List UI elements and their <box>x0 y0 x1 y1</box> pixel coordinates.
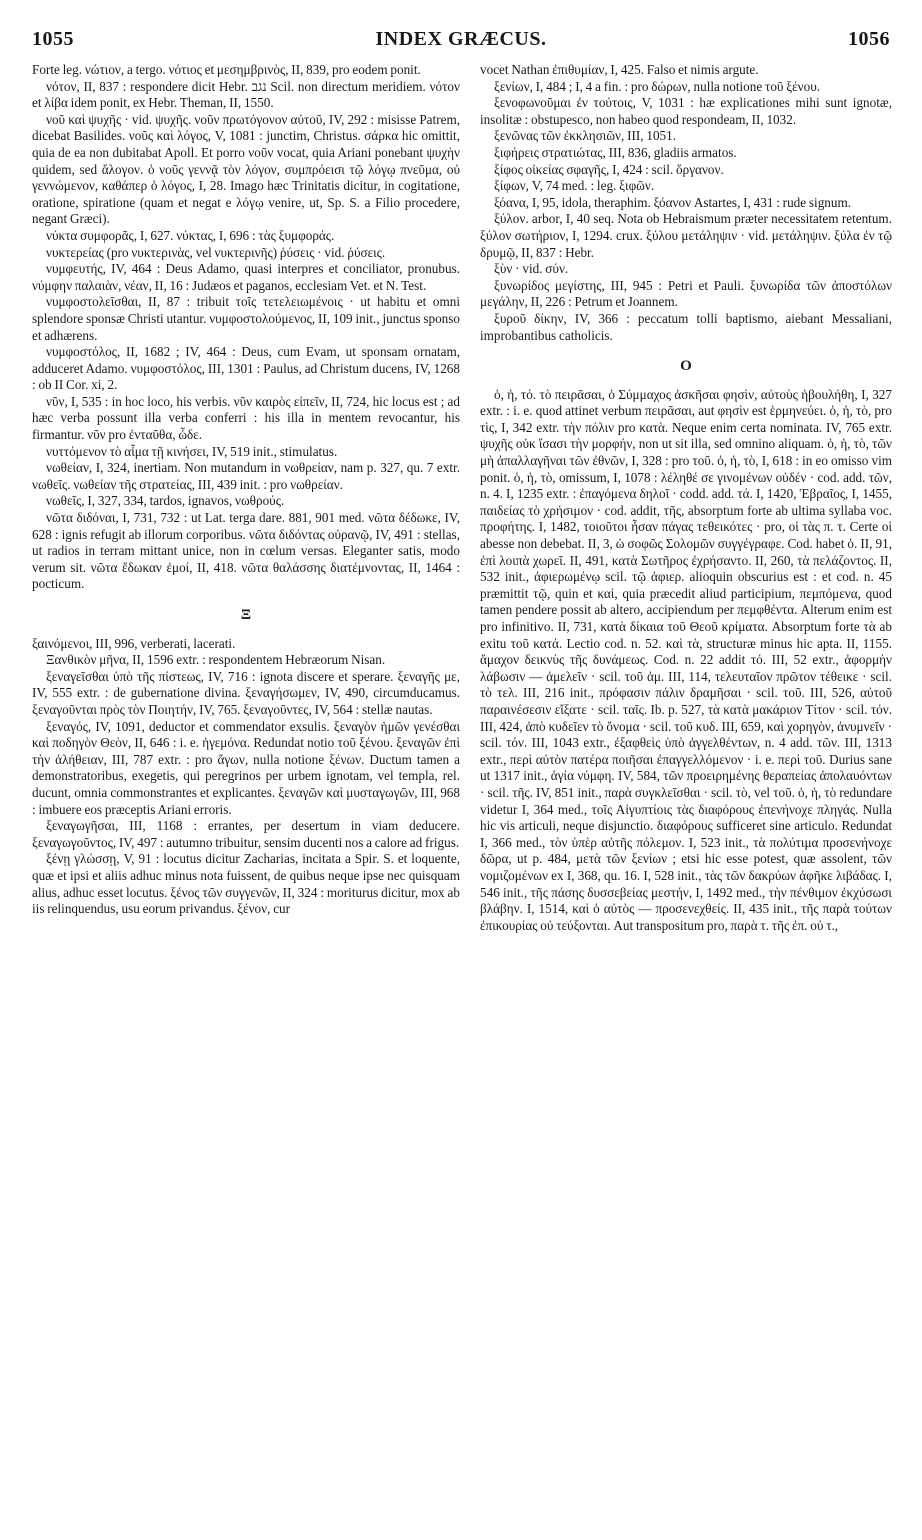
left-column <box>32 62 460 918</box>
index-entry: νῦν, I, 535 : in hoc loco, his verbis. νῦν καιρὸς εἰπεῖν, II, 724, hic locus est ; ad hæc verba possunt illa verba conferri : his illa in mentem revocantur, his firmantur. νῦν pro ἐνταῦθα, ὧδε. <box>32 393 460 443</box>
index-entry: ξενοφωνοῦμαι ἐν τούτοις, V, 1031 : hæ explicationes mihi sunt ignotæ, insolitæ : obstupesco, non habeo quod respondeam, II, 1032. <box>480 95 892 127</box>
index-entry: νῶτα διδόναι, I, 731, 732 : ut Lat. terga dare. 881, 901 med. νῶτα δέδωκε, IV, 628 : ignis refugit ab illorum corporibus. νῶτα διδόντας οὐρανῷ, IV, 491 : stellas, ut radios in terram mittant unice, non in cœlum versas. Eleganter satis, modo verum sit. νῶτα ἔδωκαν ἐμοί, II, 418. νῶτα θαλάσσης διατέμνοντας, II, 1464 : pocticum. <box>32 510 460 592</box>
index-entry: ξὺν · vid. σύν. <box>494 261 569 277</box>
index-entry: νυμφοστολεῖσθαι, II, 87 : tribuit τοῖς τετελειωμένοις · ut habitu et omni splendore sponsæ Christi utantur. νυμφοστολούμενος, II, 109 init., junctus sponso et adhærens. <box>32 294 460 343</box>
index-entry: ξυνωρίδος μεγίστης, III, 945 : Petri et Pauli. ξυνωρίδα τῶν ἀποστόλων μεγάλην, II, 226 : Petrum et Joannem. <box>480 277 892 310</box>
index-entry: ξεναγωγῆσαι, III, 1168 : errantes, per desertum in viam deducere. ξεναγωγοῦντος, IV, 497 : autumno tribuitur, sensim ducenti nos a calore ad frigus. <box>32 818 460 850</box>
index-entry: νότον, II, 837 : respondere dicit Hebr. נגב Scil. non directum meridiem. νότον et λίβα idem ponit, ex Hebr. Theman, II, 1550. <box>32 78 460 111</box>
index-entry: ξένῃ γλώσσῃ, V, 91 : locutus dicitur Zacharias, incitata a Spir. S. et loquente, quæ et ipsi et aliis adhuc minus nota fuissent, de quibus neque ipse nec quisquam alius, adhuc esset locutus. ξένος τῶν συγγενῶν, II, 324 : moriturus dicitur, mox ab iis relinquendus, usu eorum privandus. ξένον, cur <box>32 851 460 917</box>
index-entry: ὁ, ἡ, τό. τὸ πειρᾶσαι, ὁ Σύμμαχος ἀσκῆσαι φησὶν, αὐτοὺς ἠβουλήθη, I, 327 extr. : i. e. quod attinet verbum πειρᾶσαι, aut φησὶν est ἑρμηνεύει. ὁ, ἡ, τὸ, pro τὶς, I, 342 extr. τὴν πόλιν pro κατὰ. Neque enim certa nominata. IV, 765 extr. ψυχῆς οὐκ ἴσασι τὴν μορφήν, non ut sit illa, sed omnino aliquam. ὁ, ἡ, τὸ, τῶν μὴ ἀπαλλαγῆναι τῶν ἐθνῶν, I, 328 : pro τοῦ. ὁ, ἡ, τὸ, I, 618 : in eo omisso vim ponit. ὁ, ἡ, τὸ, omissum, I, 1078 : λέληθέ σε γινομένων οὐδέν · cod. add. τῶν, n. 4. I, 1235 extr. : ἐπαγόμενα δηλοῖ · codd. add. τά. I, 1420, Ἑβραῖος, I, 1455, παιδείας τὸ χρήσιμον · cod. addit, τῆς, absorptum forte ab ultima syllaba voc. προφήτης. I, 1482, τοιοῦτοι ἦσαν πάγας τεθεικότες · pro, οἱ τὰς π. τ. Certe οἱ abesse non debebat. II, 3, ὡ σοφῶς Σολομῶν συγγέγραφε. Cod. habet ὁ. II, 91, ἐπὶ λοιπὰ χωρεῖ. II, 491, κατὰ Σωτῆρος ἐχρήσαντο. II, 260, τὰ πελάζοντος. II, 532 init., ἀφιερωμένῳ scil. τῷ ἀφιερ. alioquin obscurius est : et cod. n. 45 præmittit τῷ, quin et καὶ, quia præcedit aliud participium, πεμπόμενα, quod tamen pendere possit ab altero, accipiendum per πεμφθέντα. Alterum enim est pro infinitivo. II, 731, κατὰ δίκαια τοῦ Θεοῦ κρίματα. Absorptum forte τὰ ab exitu τοῦ κατά. Lectio cod. n. 52. καὶ τὰ, structuræ minus hic apta. II, 1155. ἄμαχον δεικνὺς τῆς δυνάμεως. Cod. n. 22 addit τό. III, 52 extr., ἀφορμὴν λάβωσιν — ἀμελεῖν · scil. τοῦ ἀμ. III, 114, τελευταῖον πρῶτον τέθεικε · scil. τὸ τελ. III, 216 init., πρόφασιν πάλιν δραμῆσαι · scil. τοῦ. III, 526, αὐτοῦ παραινέσεσιν εἴξατε · scil. ταῖς. Ib. p. 527, τὰ κατὰ μακάριον Τίτον · scil. τόν. III, 424, ἀπὸ κυδεῖεν τὸ ὄνομα · scil. τοῦ κυδ. III, 659, καὶ χορηγὸν, ἀνυμνεῖν · scil. τόν. III, 1043 extr., ἐξαφθεὶς ὑπὸ ἀγγελθέντων, n. 4 add. τῶν. III, 1313 extr., περὶ αὐτὸν πατέρα ποιῆσαι ἐπαγγελλόμενον · i. e. περὶ τοῦ. Durius sane ut 1317 init., ἁγία νύμφη. IV, 584, τῶν προειρημένης θεραπείας ἀπολαυόντων · scil. τῆς. IV, 851 init., παρὰ συγκλεῖσθαι · scil. τὸ, vel τοῦ. ὁ, ἡ, τὸ redundare videtur I, 364 med., τοῖς Αἰγυπτίοις τὰς διαφόρους ἐπενήνοχε πληγάς. Nulla hic vis articuli, neque disjunctio. διαφόρους sufficeret sine articulo. Redundat I, 366 med., τὸν ὑπὲρ αὐτῆς πόλεμον. I, 523 init., τὰ πολύτιμα προσενήνοχε δῶρα, ut p. 484, μετὰ τῶν ξενίων ; etsi hic esse potest, quæ assolent, τῶν νομιζομένων ex I, 368, qu. 16. I, 528 init., τὰς τῶν δακρύων ἀφῆκε λιβάδας. I, 546 init., τῆς πάσης δυσσεβείας μεστήν, I, 1492 med., τὴν πένθιμον ἐκχύσωσι βλάβην. I, 1514, καὶ ὁ αὐτὸς — προσενεχθείς. II, 435 init., τῆς παρὰ τούτων ἐπικουρίας οὐ τεύξονται. Aut transpositum pro, παρὰ τ. τῆς ἐπ. οὐ τ., <box>480 386 892 933</box>
index-entry: νοῦ καὶ ψυχῆς · vid. ψυχῆς. νοῦν πρωτόγονον αὐτοῦ, IV, 292 : misisse Patrem, dicebat Basilides. νοῦς καὶ λόγος, V, 1081 : junctim, Christus. σάρκα hic omittit, quia de ea non dubitabat Apoll. Et porro νοῦν vocat, quia Ariani ponebant ψυχὴν quidem, sed ἄλογον. ὁ νοῦς γεννᾷ τὸν λόγον, συμπρόεισι τῷ λόγῳ πνεῦμα, οὐ γεννώμενον, καθάπερ ὁ λόγος, I, 28. Imago hæc Trinitatis dicitur, in cogitatione, oratione, spiratione (quam et negat e λόγῳ venire, ut, Sp. S. a Filio procedere, negant Græci). <box>32 111 460 227</box>
index-entry: ξιφήρεις στρατιώτας, III, 836, gladiis armatos. <box>494 144 737 160</box>
index-entry: ξαινόμενοι, III, 996, verberati, lacerati. <box>32 635 236 651</box>
index-entry: νυμφευτής, IV, 464 : Deus Adamo, quasi interpres et conciliator, pronubus. νύμφην παλαιὰν, νέαν, II, 16 : Judæos et paganos, ecclesiam Vet. et N. Test. <box>32 261 460 293</box>
index-entry: ξύλον. arbor, I, 40 seq. Nota ob Hebraismum præter necessitatem retentum. ξύλον σωτήριον, I, 1294. crux. ξύλου μετάληψιν · vid. μετάληψιν. ξύλα ἐν τῷ δρυμῷ, II, 837 : Hebr. <box>480 211 892 260</box>
section-letter: Ξ <box>240 607 252 623</box>
page-number-right: 1056 <box>848 28 890 50</box>
index-entry: ξόανα, I, 95, idola, theraphim. ξόανον Astartes, I, 431 : rude signum. <box>494 194 852 210</box>
index-entry: ξίφων, V, 74 med. : leg. ξιφῶν. <box>494 178 655 194</box>
index-entry: ξίφος οἰκείας σφαγῆς, I, 424 : scil. ὄργανον. <box>494 161 724 177</box>
index-entry: ξενίων, I, 484 ; I, 4 a fin. : pro δώρων, nulla notione τοῦ ξένου. <box>494 78 821 94</box>
index-entry: νωθεῖς, I, 327, 334, tardos, ignavos, νωθρούς. <box>46 493 285 509</box>
index-entry: ξενῶνας τῶν ἐκκλησιῶν, III, 1051. <box>494 128 677 144</box>
index-entry: Ξανθικὸν μῆνα, II, 1596 extr. : respondentem Hebræorum Nisan. <box>46 652 386 668</box>
page-number-left: 1055 <box>32 28 74 50</box>
index-entry: ξυροῦ δίκην, IV, 366 : peccatum tolli baptismo, aiebant Messaliani, improbantibus catholicis. <box>480 310 892 343</box>
index-entry: νωθείαν, I, 324, inertiam. Non mutandum in νωθρείαν, nam p. 327, qu. 7 extr. νωθεῖς. νωθείαν τῆς στρατείας, III, 439 init. : pro νωθρείαν. <box>32 460 460 492</box>
section-letter: O <box>680 358 692 375</box>
index-entry: νυττόμενον τὸ αἷμα τῇ κινήσει, IV, 519 init., stimulatus. <box>46 443 338 459</box>
index-entry: Forte leg. νώτιον, a tergo. νότιος et μεσημβρινὸς, II, 839, pro eodem ponit. <box>32 62 421 77</box>
page-header <box>32 28 890 58</box>
running-title: INDEX GRÆCUS. <box>375 28 547 50</box>
index-entry: νυμφοστόλος, II, 1682 ; IV, 464 : Deus, cum Evam, ut sponsam ornatam, adduceret Adamo. νυμφοστόλος, III, 1301 : Paulus, ad Christum ducens, IV, 1268 : ob II Cor. xi, 2. <box>32 344 460 393</box>
index-entry: νύκτα συμφορᾶς, I, 627. νύκτας, I, 696 : τὰς ξυμφοράς. <box>46 227 335 243</box>
index-entry: ξεναγεῖσθαι ὑπὸ τῆς πίστεως, IV, 716 : ignota discere et sperare. ξεναγῆς με, IV, 555 extr. : de gubernatione divina. ξεναγήσωμεν, IV, 490, circumducamus. ξεναγοῦνται πρὸς τὸν Ποιητήν, IV, 765. ξεναγοῦντες, IV, 564 : stellæ nautas. <box>32 668 460 717</box>
index-entry: ξεναγός, IV, 1091, deductor et commendator exsulis. ξεναγὸν ἡμῶν γενέσθαι καὶ ποδηγὸν Θεὸν, II, 646 : i. e. ἡγεμόνα. Redundat notio τοῦ ξένου. ξεναγῶν ἐπὶ τὴν ἀλήθειαν, III, 787 extr. : pro ἄγων, nulla notione ξένων. Ductum tamen a demonstratoribus, exegetis, qui peregrinos per urbem ignotam, vel templa, rel. ducunt, omnia commonstrantes et explicantes. ξεναγῶν καὶ μυσταγωγῶν, III, 968 : imbuere eos præceptis Ariani erroris. <box>32 718 460 817</box>
right-column <box>480 62 892 934</box>
index-entry: vocet Nathan ἐπιθυμίαν, I, 425. Falso et nimis argute. <box>480 62 759 77</box>
index-entry: νυκτερείας (pro νυκτερινὰς, vel νυκτερινῆς) ῥύσεις · vid. ῥύσεις. <box>46 244 386 260</box>
